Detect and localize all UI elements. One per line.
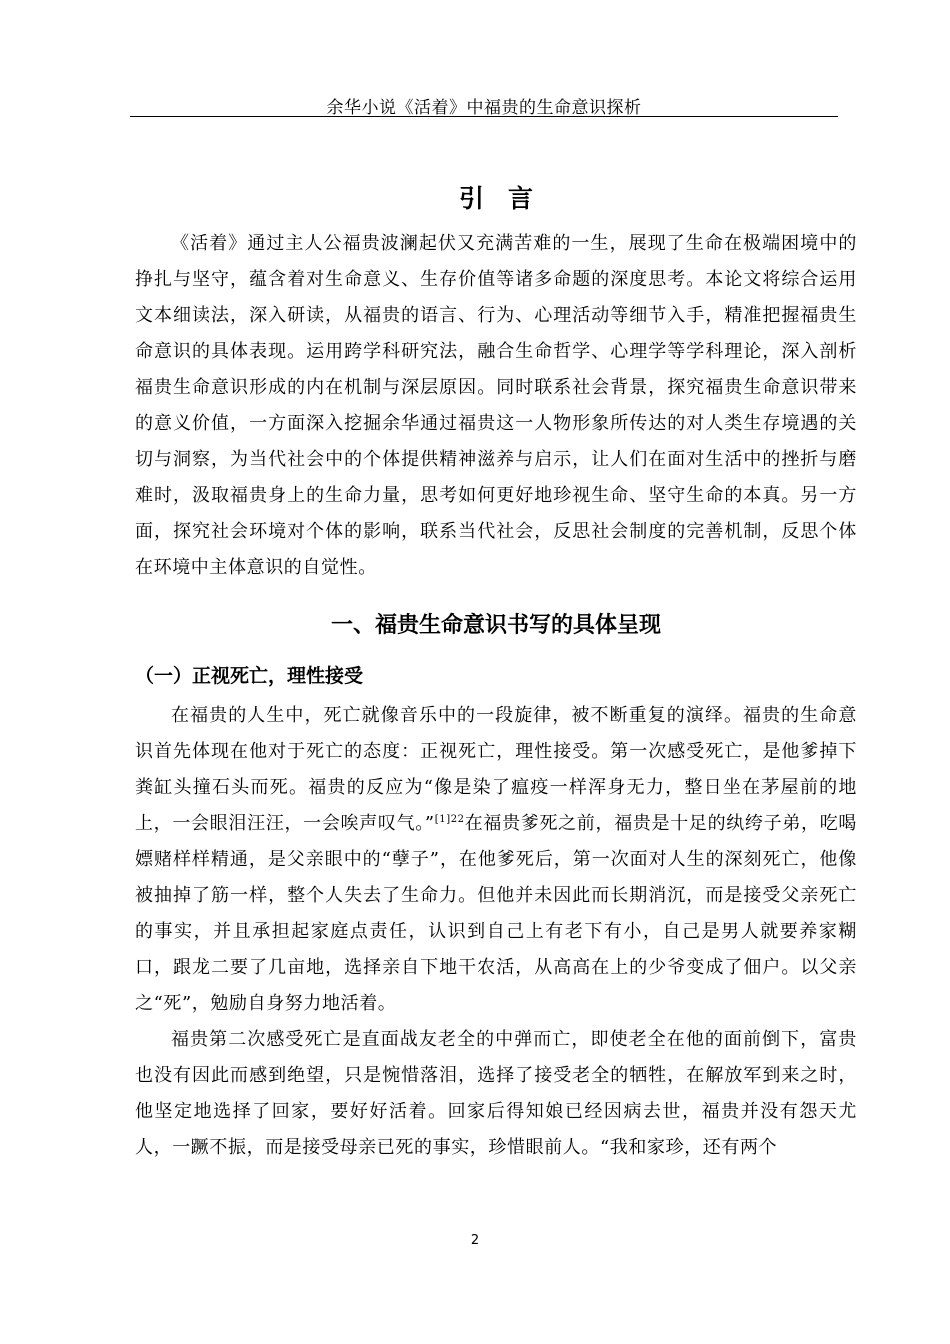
section-heading: （一）正视死亡，理性接受 [135, 665, 364, 687]
intro-heading: 引言 [458, 184, 557, 213]
running-header: 余华小说《活着》中福贵的生命意识探析 [326, 98, 642, 118]
page-number: 2 [470, 1233, 480, 1248]
body-paragraph-2: 福贵第二次感受死亡是直面战友老全的中弹而亡，即使老全在他的面前倒下，富贵也没有因此而感到绝望，只是惋惜落泪，选择了接受老全的牺牲，在解放军到来之时，他坚定地选择了回家，要好好活着。回家后得知娘已经因病去世，福贵并没有怨天尤人，一蹶不振，而是接受母亲已死的事实，珍惜眼前人。“我和家珍，还有两个 [135, 1029, 857, 1158]
paragraph-text: 在福贵的人生中，死亡就像音乐中的一段旋律，被不断重复的演绎。福贵的生命意识首先体现在他对于死亡的态度：正视死亡，理性接受。第一次感受死亡，是他爹掉下粪缸头撞石头而死。福贵的反应为“像是染了瘟疫一样浑身无力，整日坐在茅屋前的地上，一会眼泪汪汪，一会唉声叹气。” [135, 705, 857, 834]
paragraph-text: 在福贵爹死之前，福贵是十足的纨绔子弟，吃喝嫖赌样样精通，是父亲眼中的“孽子”，在他爹死后，第一次面对人生的深刻死亡，他像被抽掉了筋一样，整个人失去了生命力。但他并未因此而长期消沉，而是接受父亲死亡的事实，并且承担起家庭点责任，认识到自己上有老下有小，自己是男人就要养家糊口，跟龙二要了几亩地，选择亲自下地干农活，从高高在上的少爷变成了佃户。以父亲之“死”，勉励自身努力地活着。 [135, 813, 857, 1014]
citation-marker: [1]22 [434, 814, 465, 825]
intro-paragraph: 《活着》通过主人公福贵波澜起伏又充满苦难的一生，展现了生命在极端困境中的挣扎与坚守，蕴含着对生命意义、生存价值等诸多命题的深度思考。本论文将综合运用文本细读法，深入研读，从福贵的语言、行为、心理活动等细节入手，精准把握福贵生命意识的具体表现。运用跨学科研究法，融合生命哲学、心理学等学科理论，深入剖析福贵生命意识形成的内在机制与深层原因。同时联系社会背景，探究福贵生命意识带来的意义价值，一方面深入挖掘余华通过福贵这一人物形象所传达的对人类生存境遇的关切与洞察，为当代社会中的个体提供精神滋养与启示，让人们在面对生活中的挫折与磨难时，汲取福贵身上的生命力量，思考如何更好地珍视生命、坚守生命的本真。另一方面，探究社会环境对个体的影响，联系当代社会，反思社会制度的完善机制，反思个体在环境中主体意识的自觉性。 [135, 233, 857, 578]
header-rule [130, 116, 838, 117]
body-content [135, 176, 857, 1166]
chapter-heading: 一、福贵生命意识书写的具体呈现 [330, 613, 661, 638]
body-paragraph-1 [135, 698, 857, 1022]
